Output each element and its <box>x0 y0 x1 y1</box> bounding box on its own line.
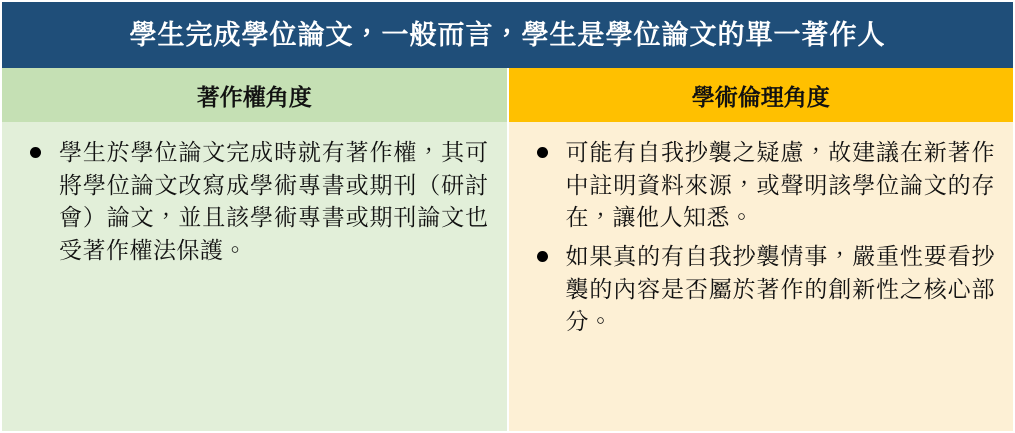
list-item <box>519 136 996 234</box>
column-header-copyright <box>0 68 508 122</box>
list-item <box>12 136 489 267</box>
bullet-dot-icon <box>30 147 41 158</box>
page-title: 學生完成學位論文，一般而言，學生是學位論文的單一著作人 <box>129 19 886 50</box>
bullet-text: 如果真的有自我抄襲情事，嚴重性要看抄襲的內容是否屬於著作的創新性之核心部分。 <box>565 242 995 335</box>
table-header-row <box>0 68 1015 122</box>
bullet-dot-icon <box>537 147 548 158</box>
bullet-list-copyright <box>12 136 489 267</box>
column-body-copyright <box>0 122 508 433</box>
bullet-text: 學生於學位論文完成時就有著作權，其可將學位論文改寫成學術專書或期刊（研討會）論文，並且該學術專書或期刊論文也受著作權法保護。 <box>59 139 489 263</box>
bullet-text: 可能有自我抄襲之疑慮，故建議在新著作中註明資料來源，或聲明該學位論文的存在，讓他人知悉。 <box>565 139 995 231</box>
bullet-list-ethics <box>519 136 996 338</box>
column-header-ethics <box>508 68 1015 122</box>
bullet-dot-icon <box>537 251 548 262</box>
list-item <box>519 240 996 338</box>
table-title-bar <box>0 0 1015 68</box>
table-body-row <box>0 122 1015 433</box>
column-header-copyright-label: 著作權角度 <box>196 83 312 110</box>
column-header-ethics-label: 學術倫理角度 <box>691 83 830 110</box>
column-body-ethics <box>508 122 1015 433</box>
